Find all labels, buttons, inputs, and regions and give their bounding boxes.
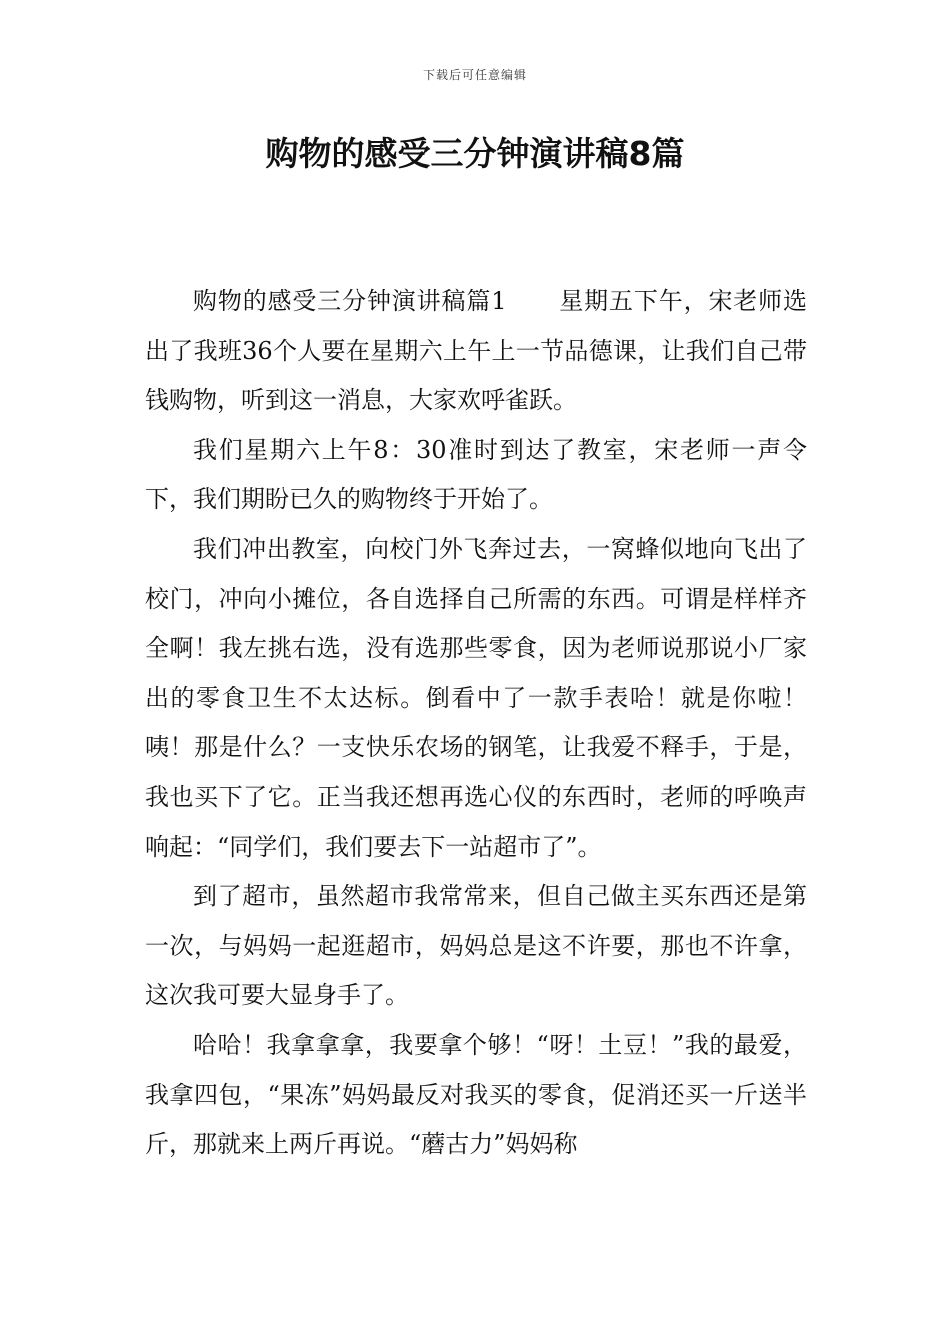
header-note: 下载后可任意编辑 — [422, 68, 527, 82]
paragraph-3: 我们冲出教室，向校门外飞奔过去，一窝蜂似地向飞出了校门，冲向小摊位，各自选择自己所需的东西。可谓是样样齐全啊！我左挑右选，没有选那些零食，因为老师说那说小厂家出的零食卫生不太达标。倒看中了一款手表哈！就是你啦！咦！那是什么？一支快乐农场的钢笔，让我爱不释手，于是，我也买下了它。正当我还想再选心仪的东西时，老师的呼唤声响起：“同学们，我们要去下一站超市了”。 — [145, 534, 807, 861]
section-heading: 购物的感受三分钟演讲稿篇1 — [193, 287, 507, 315]
paragraph-5: 哈哈！我拿拿拿，我要拿个够！“呀！土豆！”我的最爱，我拿四包，“果冻”妈妈最反对我买的零食，促消还买一斤送半斤，那就来上两斤再说。“蘑古力”妈妈称 — [145, 1030, 807, 1159]
paragraph-2: 我们星期六上午8：30准时到达了教室，宋老师一声令下，我们期盼已久的购物终于开始了。 — [145, 435, 807, 514]
paragraph-4: 到了超市，虽然超市我常常来，但自己做主买东西还是第一次，与妈妈一起逛超市，妈妈总是这不许要，那也不许拿，这次我可要大显身手了。 — [145, 882, 807, 1010]
paragraph-1-text: 星期五下午，宋老师选出了我班36个人要在星期六上午上一节品德课，让我们自己带钱购物，听到这一消息，大家欢呼雀跃。 — [145, 287, 807, 415]
document-title: 购物的感受三分钟演讲稿8篇 — [265, 134, 685, 173]
document-body — [145, 277, 807, 1170]
paragraph-1 — [145, 277, 807, 426]
